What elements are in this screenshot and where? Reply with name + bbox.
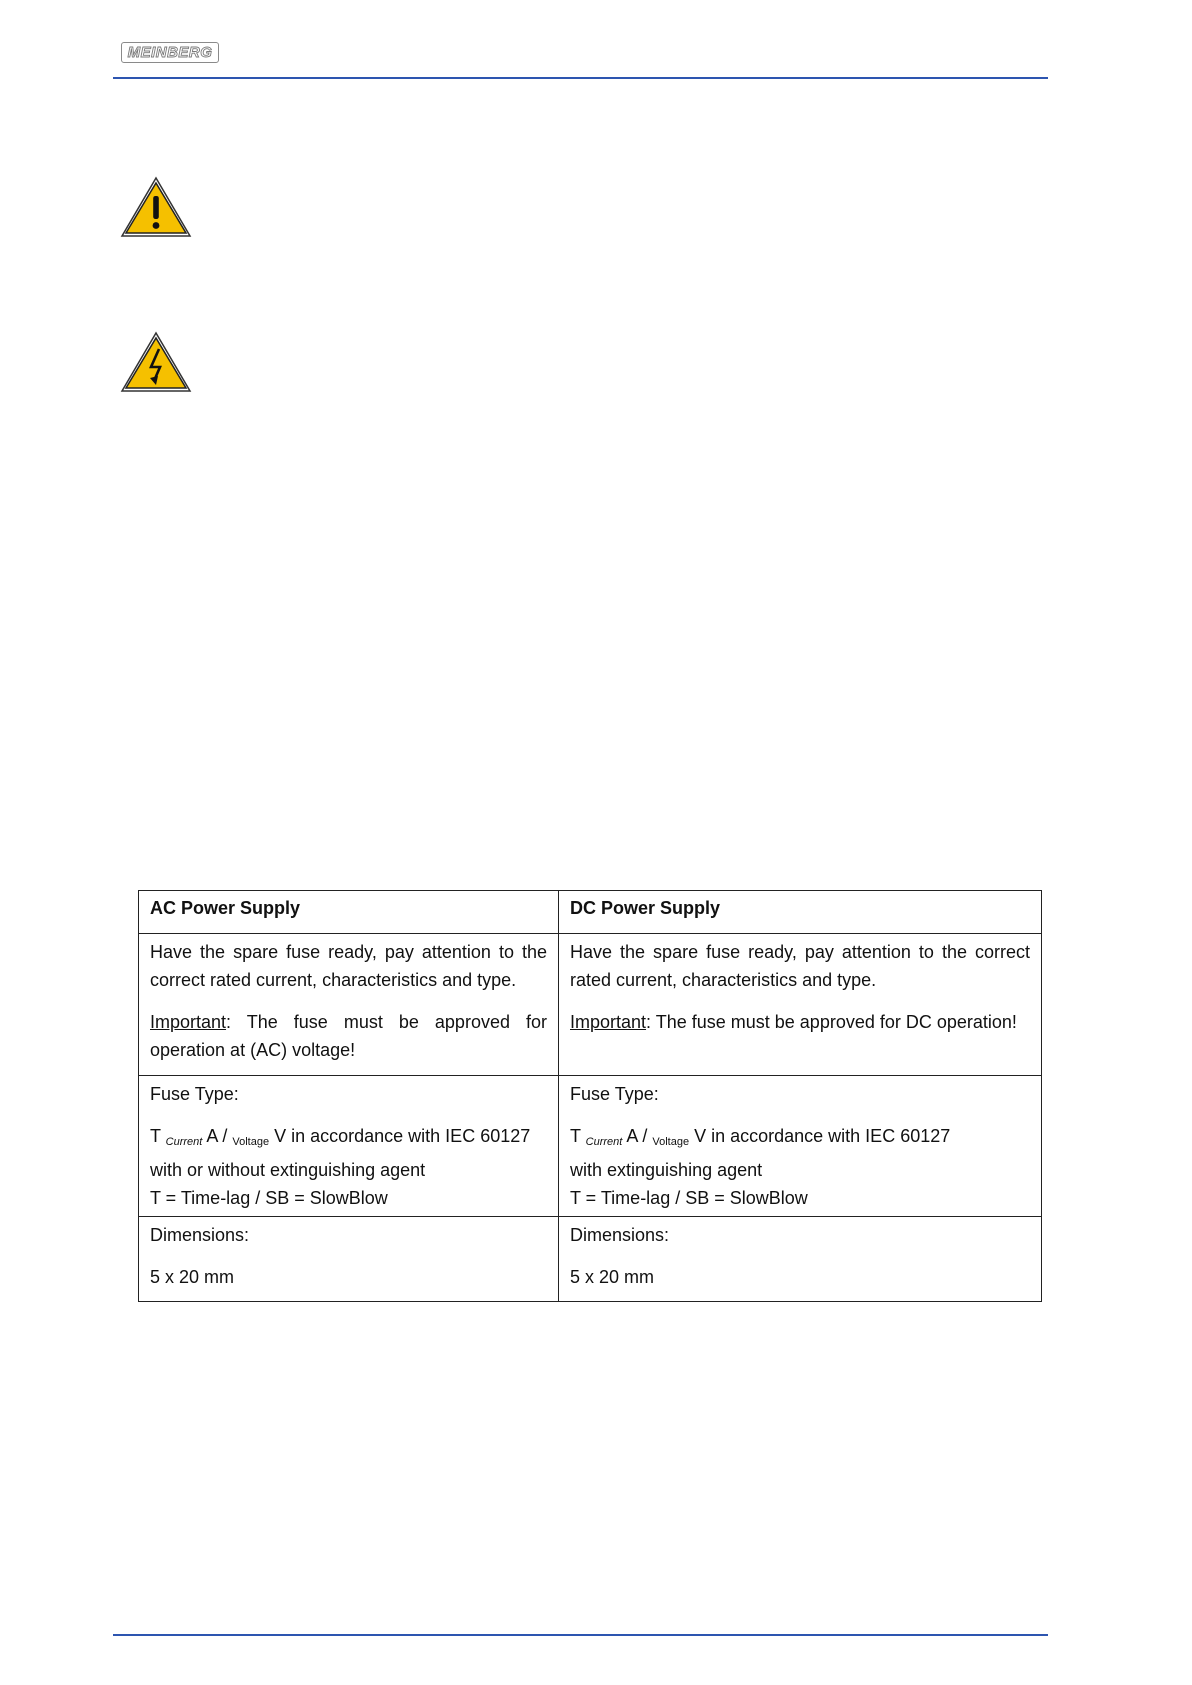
ac-important-text: : The fuse must be approved for operation at (AC) voltage!	[150, 1012, 547, 1060]
ac-fuse-a: A /	[202, 1126, 233, 1146]
dc-note-cell	[559, 934, 1042, 1076]
ac-fuse-voltage-sub: Voltage	[232, 1136, 270, 1148]
ac-note-cell	[139, 934, 559, 1076]
ac-dimensions-value: 5 x 20 mm	[150, 1267, 235, 1287]
dc-fuse-legend: T = Time-lag / SB = SlowBlow	[570, 1188, 808, 1208]
ac-important-note	[150, 1008, 547, 1064]
ac-fuse-cell	[139, 1076, 559, 1217]
dc-dimensions-label: Dimensions:	[570, 1225, 670, 1245]
dc-power-supply-header: DC Power Supply	[570, 898, 721, 918]
header-rule	[113, 77, 1048, 79]
dc-fuse-standard: V in accordance with IEC 60127	[689, 1126, 951, 1146]
table-row-note	[139, 934, 1042, 1076]
dc-important-label: Important	[570, 1012, 647, 1032]
dc-fuse-t: T	[570, 1126, 586, 1146]
ac-fuse-agent: with or without extinguishing agent	[150, 1160, 426, 1180]
table-header-row	[139, 891, 1042, 934]
meinberg-logo	[121, 42, 219, 63]
high-voltage-triangle-icon	[120, 331, 192, 393]
dc-fuse-cell	[559, 1076, 1042, 1217]
table-row-fuse-type	[139, 1076, 1042, 1217]
dc-fuse-a: A /	[622, 1126, 653, 1146]
ac-fuse-legend: T = Time-lag / SB = SlowBlow	[150, 1188, 388, 1208]
dc-dimensions-cell	[559, 1217, 1042, 1302]
caution-triangle-icon	[120, 176, 192, 238]
ac-fuse-rating	[150, 1122, 547, 1156]
logo-text: MEINBERG	[127, 44, 213, 61]
fuse-specification-table	[138, 890, 1042, 1302]
dc-important-text: : The fuse must be approved for DC operation!	[646, 1012, 1017, 1032]
ac-dimensions-label: Dimensions:	[150, 1225, 250, 1245]
dc-important-note	[570, 1008, 1030, 1036]
dc-dimensions-value: 5 x 20 mm	[570, 1267, 655, 1287]
dc-fuse-type-label: Fuse Type:	[570, 1084, 659, 1104]
ac-fuse-type-label: Fuse Type:	[150, 1084, 239, 1104]
ac-important-label: Important	[150, 1012, 227, 1032]
dc-fuse-agent: with extinguishing agent	[570, 1160, 763, 1180]
dc-fuse-voltage-sub: Voltage	[652, 1136, 690, 1148]
dc-spare-fuse-note: Have the spare fuse ready, pay attention to the correct rated current, characteristics and type.	[570, 942, 1030, 990]
dc-header-cell	[559, 891, 1042, 934]
ac-fuse-current-sub: Current	[165, 1136, 203, 1148]
footer-rule	[113, 1634, 1048, 1636]
table-row-dimensions	[139, 1217, 1042, 1302]
ac-header-cell	[139, 891, 559, 934]
ac-fuse-t: T	[150, 1126, 166, 1146]
dc-fuse-rating	[570, 1122, 1030, 1156]
dc-fuse-current-sub: Current	[585, 1136, 623, 1148]
ac-spare-fuse-note: Have the spare fuse ready, pay attention to the correct rated current, characteristics and type.	[150, 942, 547, 990]
ac-power-supply-header: AC Power Supply	[150, 898, 301, 918]
ac-fuse-standard: V in accordance with IEC 60127	[269, 1126, 531, 1146]
ac-dimensions-cell	[139, 1217, 559, 1302]
